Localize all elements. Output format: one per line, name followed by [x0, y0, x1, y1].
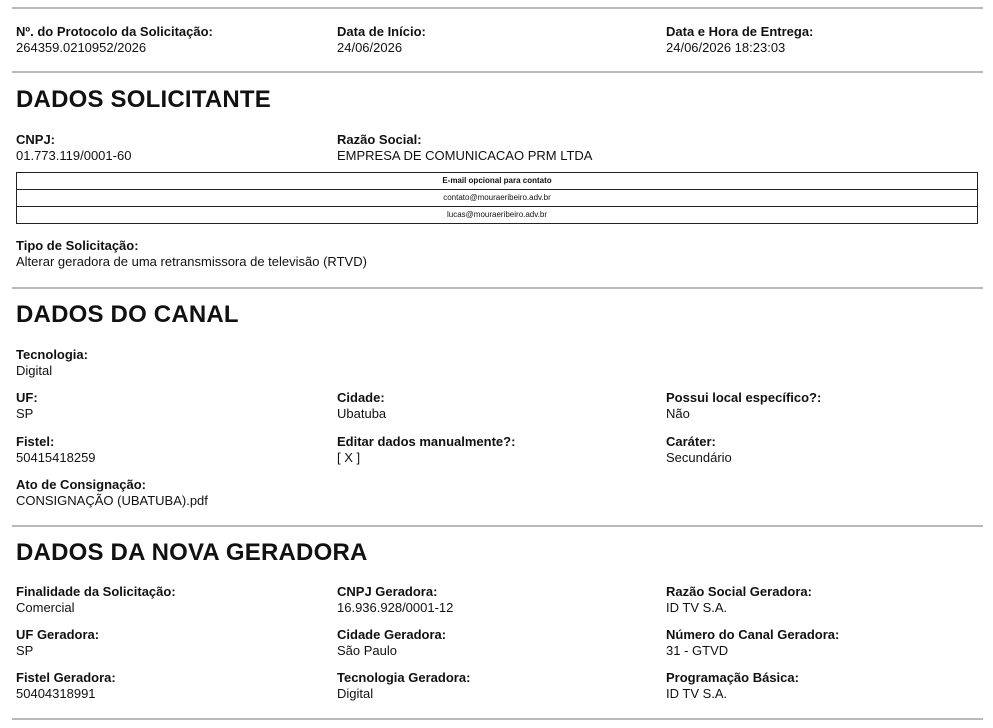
tipo-solicitacao-field	[16, 238, 367, 269]
editar-dados-label: Editar dados manualmente?:	[337, 434, 516, 449]
cnpj-geradora-field	[337, 584, 453, 615]
cidade-geradora-value: São Paulo	[337, 643, 397, 658]
start-date-label: Data de Início:	[337, 24, 426, 39]
table-row	[17, 190, 978, 207]
razao-social-value: EMPRESA DE COMUNICACAO PRM LTDA	[337, 148, 593, 163]
fistel-field	[16, 434, 96, 465]
protocol-number-field	[16, 24, 213, 55]
uf-value: SP	[16, 406, 34, 421]
divider	[12, 525, 983, 527]
programacao-basica-value: ID TV S.A.	[666, 686, 728, 701]
cnpj-geradora-label: CNPJ Geradora:	[337, 584, 438, 599]
email-cell: contato@mouraeribeiro.adv.br	[17, 190, 978, 207]
start-date-value: 24/06/2026	[337, 40, 403, 55]
fistel-label: Fistel:	[16, 434, 55, 449]
cnpj-label: CNPJ:	[16, 132, 56, 147]
cnpj-geradora-value: 16.936.928/0001-12	[337, 600, 454, 615]
protocol-number-value: 264359.0210952/2026	[16, 40, 147, 55]
finalidade-label: Finalidade da Solicitação:	[16, 584, 176, 599]
email-cell: lucas@mouraeribeiro.adv.br	[17, 207, 978, 224]
cidade-geradora-field	[337, 627, 446, 658]
uf-label: UF:	[16, 390, 38, 405]
uf-geradora-label: UF Geradora:	[16, 627, 100, 642]
programacao-basica-field	[666, 670, 799, 701]
section-title-canal: DADOS DO CANAL	[16, 301, 239, 328]
fistel-geradora-value: 50404318991	[16, 686, 96, 701]
section-title-solicitante: DADOS SOLICITANTE	[16, 86, 271, 113]
table-row	[17, 207, 978, 224]
tecnologia-geradora-value: Digital	[337, 686, 374, 701]
top-divider	[12, 7, 983, 9]
fistel-geradora-label: Fistel Geradora:	[16, 670, 116, 685]
tecnologia-field	[16, 347, 88, 378]
carater-value: Secundário	[666, 450, 732, 465]
cidade-geradora-label: Cidade Geradora:	[337, 627, 447, 642]
razao-social-geradora-field	[666, 584, 812, 615]
section-title-nova-geradora: DADOS DA NOVA GERADORA	[16, 539, 368, 566]
divider	[12, 71, 983, 73]
email-table-header: E-mail opcional para contato	[17, 173, 978, 190]
canal-geradora-value: 31 - GTVD	[666, 643, 729, 658]
finalidade-field	[16, 584, 176, 615]
tecnologia-value: Digital	[16, 363, 53, 378]
ato-consignacao-field	[16, 477, 208, 508]
delivery-date-label: Data e Hora de Entrega:	[666, 24, 814, 39]
razao-social-field	[337, 132, 592, 163]
razao-social-geradora-label: Razão Social Geradora:	[666, 584, 812, 599]
ato-consignacao-label: Ato de Consignação:	[16, 477, 147, 492]
editar-dados-value: [ X ]	[337, 450, 361, 465]
tecnologia-geradora-field	[337, 670, 470, 701]
bottom-divider	[12, 718, 983, 720]
finalidade-value: Comercial	[16, 600, 75, 615]
cidade-value: Ubatuba	[337, 406, 387, 421]
programacao-basica-label: Programação Básica:	[666, 670, 799, 685]
tecnologia-geradora-label: Tecnologia Geradora:	[337, 670, 471, 685]
email-table	[16, 172, 978, 224]
email-table-header-row	[17, 173, 978, 190]
cidade-label: Cidade:	[337, 390, 385, 405]
local-especifico-value: Não	[666, 406, 690, 421]
fistel-geradora-field	[16, 670, 116, 701]
razao-social-label: Razão Social:	[337, 132, 422, 147]
uf-geradora-value: SP	[16, 643, 34, 658]
protocol-number-label: Nº. do Protocolo da Solicitação:	[16, 24, 213, 39]
tipo-solicitacao-label: Tipo de Solicitação:	[16, 238, 139, 253]
cnpj-field	[16, 132, 131, 163]
delivery-date-field	[666, 24, 813, 55]
carater-field	[666, 434, 732, 465]
divider	[12, 287, 983, 289]
canal-geradora-label: Número do Canal Geradora:	[666, 627, 840, 642]
carater-label: Caráter:	[666, 434, 716, 449]
fistel-value: 50415418259	[16, 450, 96, 465]
uf-field	[16, 390, 38, 421]
delivery-date-value: 24/06/2026 18:23:03	[666, 40, 786, 55]
cnpj-value: 01.773.119/0001-60	[16, 148, 132, 163]
local-especifico-label: Possui local específico?:	[666, 390, 822, 405]
cidade-field	[337, 390, 386, 421]
tecnologia-label: Tecnologia:	[16, 347, 88, 362]
editar-dados-field	[337, 434, 515, 465]
ato-consignacao-value: CONSIGNAÇÃO (UBATUBA).pdf	[16, 493, 208, 508]
start-date-field	[337, 24, 426, 55]
uf-geradora-field	[16, 627, 99, 658]
local-especifico-field	[666, 390, 821, 421]
razao-social-geradora-value: ID TV S.A.	[666, 600, 728, 615]
canal-geradora-field	[666, 627, 839, 658]
tipo-solicitacao-value: Alterar geradora de uma retransmissora de televisão (RTVD)	[16, 254, 367, 269]
